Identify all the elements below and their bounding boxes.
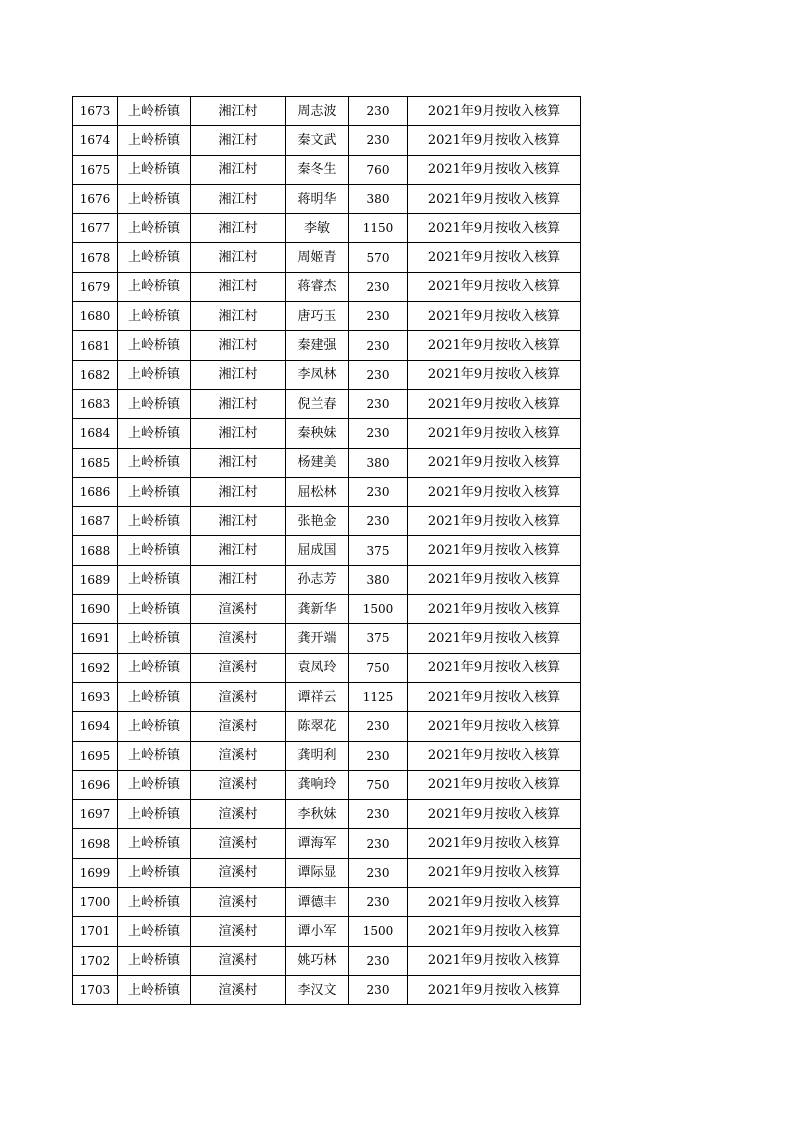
row-number-cell: 1683 [73, 389, 118, 418]
row-number-cell: 1678 [73, 243, 118, 272]
amount-cell: 230 [349, 272, 408, 301]
row-number-cell: 1702 [73, 946, 118, 975]
row-number-cell: 1692 [73, 653, 118, 682]
amount-cell: 230 [349, 477, 408, 506]
town-cell: 上岭桥镇 [118, 741, 191, 770]
table-row [73, 946, 581, 975]
note-cell: 2021年9月按收入核算 [408, 331, 581, 360]
note-cell: 2021年9月按收入核算 [408, 770, 581, 799]
village-cell: 湘江村 [191, 477, 286, 506]
row-number-cell: 1682 [73, 360, 118, 389]
person-name-cell: 秦秧妹 [286, 419, 349, 448]
table-row [73, 536, 581, 565]
person-name-cell: 龚明利 [286, 741, 349, 770]
village-cell: 湘江村 [191, 155, 286, 184]
amount-cell: 230 [349, 97, 408, 126]
person-name-cell: 谭祥云 [286, 682, 349, 711]
table-row [73, 653, 581, 682]
village-cell: 渲溪村 [191, 975, 286, 1004]
row-number-cell: 1694 [73, 712, 118, 741]
village-cell: 渲溪村 [191, 712, 286, 741]
note-cell: 2021年9月按收入核算 [408, 595, 581, 624]
town-cell: 上岭桥镇 [118, 800, 191, 829]
person-name-cell: 张艳金 [286, 507, 349, 536]
note-cell: 2021年9月按收入核算 [408, 888, 581, 917]
village-cell: 湘江村 [191, 184, 286, 213]
note-cell: 2021年9月按收入核算 [408, 741, 581, 770]
row-number-cell: 1703 [73, 975, 118, 1004]
amount-cell: 230 [349, 419, 408, 448]
table-row [73, 741, 581, 770]
village-cell: 湘江村 [191, 97, 286, 126]
row-number-cell: 1690 [73, 595, 118, 624]
amount-cell: 230 [349, 126, 408, 155]
note-cell: 2021年9月按收入核算 [408, 536, 581, 565]
table-row [73, 624, 581, 653]
person-name-cell: 谭小军 [286, 917, 349, 946]
town-cell: 上岭桥镇 [118, 829, 191, 858]
village-cell: 湘江村 [191, 272, 286, 301]
row-number-cell: 1699 [73, 858, 118, 887]
note-cell: 2021年9月按收入核算 [408, 565, 581, 594]
table-row [73, 858, 581, 887]
note-cell: 2021年9月按收入核算 [408, 389, 581, 418]
village-cell: 湘江村 [191, 448, 286, 477]
table-row [73, 155, 581, 184]
row-number-cell: 1700 [73, 888, 118, 917]
row-number-cell: 1696 [73, 770, 118, 799]
village-cell: 湘江村 [191, 214, 286, 243]
town-cell: 上岭桥镇 [118, 214, 191, 243]
table-row [73, 829, 581, 858]
person-name-cell: 杨建美 [286, 448, 349, 477]
row-number-cell: 1676 [73, 184, 118, 213]
person-name-cell: 龚新华 [286, 595, 349, 624]
table-row [73, 272, 581, 301]
row-number-cell: 1698 [73, 829, 118, 858]
note-cell: 2021年9月按收入核算 [408, 800, 581, 829]
note-cell: 2021年9月按收入核算 [408, 712, 581, 741]
town-cell: 上岭桥镇 [118, 682, 191, 711]
town-cell: 上岭桥镇 [118, 946, 191, 975]
note-cell: 2021年9月按收入核算 [408, 624, 581, 653]
table-row [73, 682, 581, 711]
person-name-cell: 龚响玲 [286, 770, 349, 799]
town-cell: 上岭桥镇 [118, 243, 191, 272]
village-cell: 湘江村 [191, 419, 286, 448]
village-cell: 湘江村 [191, 331, 286, 360]
person-name-cell: 秦建强 [286, 331, 349, 360]
village-cell: 渲溪村 [191, 888, 286, 917]
village-cell: 湘江村 [191, 126, 286, 155]
person-name-cell: 陈翠花 [286, 712, 349, 741]
table-row [73, 770, 581, 799]
person-name-cell: 蒋明华 [286, 184, 349, 213]
amount-cell: 230 [349, 946, 408, 975]
note-cell: 2021年9月按收入核算 [408, 858, 581, 887]
village-cell: 渲溪村 [191, 595, 286, 624]
amount-cell: 230 [349, 331, 408, 360]
village-cell: 湘江村 [191, 565, 286, 594]
table-row [73, 477, 581, 506]
amount-cell: 570 [349, 243, 408, 272]
row-number-cell: 1686 [73, 477, 118, 506]
village-cell: 湘江村 [191, 389, 286, 418]
town-cell: 上岭桥镇 [118, 653, 191, 682]
person-name-cell: 秦冬生 [286, 155, 349, 184]
town-cell: 上岭桥镇 [118, 624, 191, 653]
amount-cell: 230 [349, 741, 408, 770]
person-name-cell: 倪兰春 [286, 389, 349, 418]
amount-cell: 375 [349, 536, 408, 565]
town-cell: 上岭桥镇 [118, 595, 191, 624]
person-name-cell: 谭际显 [286, 858, 349, 887]
village-cell: 渲溪村 [191, 624, 286, 653]
town-cell: 上岭桥镇 [118, 565, 191, 594]
amount-cell: 230 [349, 888, 408, 917]
town-cell: 上岭桥镇 [118, 97, 191, 126]
person-name-cell: 周志波 [286, 97, 349, 126]
amount-cell: 230 [349, 507, 408, 536]
table-row [73, 126, 581, 155]
town-cell: 上岭桥镇 [118, 448, 191, 477]
amount-cell: 375 [349, 624, 408, 653]
amount-cell: 750 [349, 770, 408, 799]
village-cell: 渲溪村 [191, 858, 286, 887]
person-name-cell: 孙志芳 [286, 565, 349, 594]
town-cell: 上岭桥镇 [118, 272, 191, 301]
row-number-cell: 1680 [73, 302, 118, 331]
note-cell: 2021年9月按收入核算 [408, 946, 581, 975]
town-cell: 上岭桥镇 [118, 477, 191, 506]
note-cell: 2021年9月按收入核算 [408, 917, 581, 946]
row-number-cell: 1673 [73, 97, 118, 126]
village-cell: 渲溪村 [191, 829, 286, 858]
village-cell: 渲溪村 [191, 917, 286, 946]
village-cell: 渲溪村 [191, 800, 286, 829]
table-row [73, 360, 581, 389]
beneficiary-table [72, 96, 581, 1005]
town-cell: 上岭桥镇 [118, 302, 191, 331]
table-row [73, 389, 581, 418]
town-cell: 上岭桥镇 [118, 888, 191, 917]
amount-cell: 230 [349, 712, 408, 741]
note-cell: 2021年9月按收入核算 [408, 653, 581, 682]
town-cell: 上岭桥镇 [118, 536, 191, 565]
note-cell: 2021年9月按收入核算 [408, 155, 581, 184]
row-number-cell: 1701 [73, 917, 118, 946]
amount-cell: 230 [349, 975, 408, 1004]
town-cell: 上岭桥镇 [118, 155, 191, 184]
person-name-cell: 屈成国 [286, 536, 349, 565]
note-cell: 2021年9月按收入核算 [408, 214, 581, 243]
table-row [73, 507, 581, 536]
village-cell: 湘江村 [191, 536, 286, 565]
amount-cell: 1500 [349, 595, 408, 624]
row-number-cell: 1674 [73, 126, 118, 155]
town-cell: 上岭桥镇 [118, 360, 191, 389]
village-cell: 渲溪村 [191, 653, 286, 682]
row-number-cell: 1679 [73, 272, 118, 301]
person-name-cell: 谭德丰 [286, 888, 349, 917]
person-name-cell: 谭海军 [286, 829, 349, 858]
amount-cell: 750 [349, 653, 408, 682]
person-name-cell: 李秋妹 [286, 800, 349, 829]
note-cell: 2021年9月按收入核算 [408, 419, 581, 448]
table-row [73, 243, 581, 272]
note-cell: 2021年9月按收入核算 [408, 682, 581, 711]
person-name-cell: 姚巧林 [286, 946, 349, 975]
row-number-cell: 1691 [73, 624, 118, 653]
table-row [73, 712, 581, 741]
note-cell: 2021年9月按收入核算 [408, 360, 581, 389]
village-cell: 渲溪村 [191, 946, 286, 975]
note-cell: 2021年9月按收入核算 [408, 272, 581, 301]
person-name-cell: 屈松林 [286, 477, 349, 506]
amount-cell: 1500 [349, 917, 408, 946]
table-row [73, 214, 581, 243]
table-row [73, 448, 581, 477]
row-number-cell: 1697 [73, 800, 118, 829]
row-number-cell: 1677 [73, 214, 118, 243]
amount-cell: 230 [349, 858, 408, 887]
town-cell: 上岭桥镇 [118, 507, 191, 536]
note-cell: 2021年9月按收入核算 [408, 302, 581, 331]
person-name-cell: 李汉文 [286, 975, 349, 1004]
row-number-cell: 1687 [73, 507, 118, 536]
row-number-cell: 1681 [73, 331, 118, 360]
note-cell: 2021年9月按收入核算 [408, 477, 581, 506]
note-cell: 2021年9月按收入核算 [408, 126, 581, 155]
amount-cell: 230 [349, 360, 408, 389]
amount-cell: 230 [349, 829, 408, 858]
person-name-cell: 李凤林 [286, 360, 349, 389]
amount-cell: 230 [349, 389, 408, 418]
village-cell: 渲溪村 [191, 770, 286, 799]
person-name-cell: 龚开端 [286, 624, 349, 653]
note-cell: 2021年9月按收入核算 [408, 448, 581, 477]
table-row [73, 800, 581, 829]
note-cell: 2021年9月按收入核算 [408, 97, 581, 126]
amount-cell: 230 [349, 800, 408, 829]
table-row [73, 975, 581, 1004]
village-cell: 湘江村 [191, 243, 286, 272]
person-name-cell: 蒋睿杰 [286, 272, 349, 301]
table-row [73, 97, 581, 126]
note-cell: 2021年9月按收入核算 [408, 507, 581, 536]
table-row [73, 595, 581, 624]
table-row [73, 331, 581, 360]
row-number-cell: 1688 [73, 536, 118, 565]
table-row [73, 419, 581, 448]
amount-cell: 380 [349, 565, 408, 594]
town-cell: 上岭桥镇 [118, 331, 191, 360]
person-name-cell: 唐巧玉 [286, 302, 349, 331]
row-number-cell: 1684 [73, 419, 118, 448]
amount-cell: 380 [349, 448, 408, 477]
town-cell: 上岭桥镇 [118, 975, 191, 1004]
table-row [73, 302, 581, 331]
table-body [73, 97, 581, 1005]
table-row [73, 888, 581, 917]
person-name-cell: 李敏 [286, 214, 349, 243]
row-number-cell: 1685 [73, 448, 118, 477]
village-cell: 渲溪村 [191, 682, 286, 711]
village-cell: 湘江村 [191, 302, 286, 331]
amount-cell: 230 [349, 302, 408, 331]
village-cell: 湘江村 [191, 360, 286, 389]
person-name-cell: 秦文武 [286, 126, 349, 155]
table-row [73, 917, 581, 946]
person-name-cell: 周姬青 [286, 243, 349, 272]
table-row [73, 184, 581, 213]
note-cell: 2021年9月按收入核算 [408, 184, 581, 213]
row-number-cell: 1695 [73, 741, 118, 770]
town-cell: 上岭桥镇 [118, 917, 191, 946]
note-cell: 2021年9月按收入核算 [408, 975, 581, 1004]
amount-cell: 1150 [349, 214, 408, 243]
town-cell: 上岭桥镇 [118, 712, 191, 741]
town-cell: 上岭桥镇 [118, 858, 191, 887]
village-cell: 湘江村 [191, 507, 286, 536]
row-number-cell: 1675 [73, 155, 118, 184]
town-cell: 上岭桥镇 [118, 419, 191, 448]
village-cell: 渲溪村 [191, 741, 286, 770]
town-cell: 上岭桥镇 [118, 126, 191, 155]
town-cell: 上岭桥镇 [118, 389, 191, 418]
amount-cell: 1125 [349, 682, 408, 711]
amount-cell: 760 [349, 155, 408, 184]
row-number-cell: 1693 [73, 682, 118, 711]
amount-cell: 380 [349, 184, 408, 213]
row-number-cell: 1689 [73, 565, 118, 594]
town-cell: 上岭桥镇 [118, 770, 191, 799]
note-cell: 2021年9月按收入核算 [408, 243, 581, 272]
table-row [73, 565, 581, 594]
town-cell: 上岭桥镇 [118, 184, 191, 213]
note-cell: 2021年9月按收入核算 [408, 829, 581, 858]
person-name-cell: 袁凤玲 [286, 653, 349, 682]
